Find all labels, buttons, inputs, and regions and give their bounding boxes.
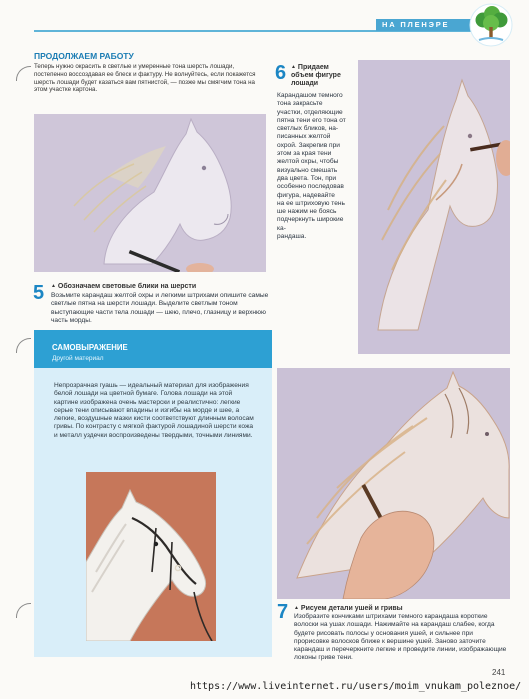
gouache-horse-painting [86, 472, 216, 641]
tree-logo-icon [469, 3, 513, 47]
intro-text: Теперь нужно окрасить в светлые и умеренные тона шерсть лошади, постепенно воссоздавая ее блеск и фактуру. Не волнуйтесь, если покажется шерсть лошади будет казаться вам пятнистой, — позже мы смягчим тона на этом участке картона. [34, 63, 256, 94]
step7-heading [294, 604, 403, 613]
triangle-bullet-icon: ▲ [51, 283, 56, 289]
step6-text: Карандашом темного тона закрасьте участки, отделяющие пятна тени его тона от светлых бликов, на- писанных желтой охрой. Закрепив при этом за края тени желтой охры, чтобы визуально смешать два цвета. Тон, при особенно последовав фигура, надевайте на ее штриховую тень ше нажим не боясь подчеркнуть широкие ка- рандаша. [277, 92, 346, 241]
binding-clip-icon [16, 603, 31, 618]
page-number: 241 [492, 668, 506, 677]
step7-text: Изобразите кончиками штрихами темного карандаша короткие волоски на ушах лошади. Нажимайте на карандаш слабее, когда будете рисовать полосы у основания ушей, и сильнее при прорисовке волосков ближе к вершине ушей. Заново заточите карандаш и перечеркните легкие и проведите линии, изображающие локоны гриве тени. [294, 613, 507, 662]
step5-text: Возьмите карандаш желтой охры и легкими штрихами опишите самые светлые пятна на шерсти лошади. Выделите светлым тоном выступающие части тела лошади — шею, плечо, глазницу и верхнюю часть морды. [51, 292, 269, 324]
section-tag: НА ПЛЕНЭРЕ [382, 20, 450, 29]
binding-clip-icon [16, 338, 31, 353]
watermark-url: https://www.liveinternet.ru/users/moim_vnukam_poleznoe/ [190, 681, 522, 692]
triangle-bullet-icon: ▲ [291, 64, 296, 70]
sidebar-subtitle: Другой материал [52, 355, 104, 362]
step5-drawing-photo [34, 114, 266, 272]
step7-drawing-photo [277, 368, 510, 599]
intro-title: ПРОДОЛЖАЕМ РАБОТУ [34, 51, 134, 61]
sidebar-text: Непрозрачная гуашь — идеальный материал для изображения белой лошади на цветной бумаге. Голова лошади на этой картине изображена очень мастерски и реалистично: легкие серые тени описывают впадины и изгибы на морде и шее, а легкие, воздушные мазки кисти соответствуют длинным волосам гривы. По контрасту с мягкой фактурой лошадиной шерсти кожа и металл уздечки воспроизведены твердыми, точными линиями. [54, 382, 254, 439]
step5-title: Обозначаем световые блики на шерсти [57, 283, 197, 290]
step6-number: 6 [275, 62, 287, 84]
binding-clip-icon [16, 66, 31, 81]
triangle-bullet-icon: ▲ [294, 605, 299, 611]
sidebar-title: САМОВЫРАЖЕНИЕ [52, 343, 128, 352]
step6-heading: ▲ Придаем объем фигуре лошади [291, 64, 341, 87]
step5-heading [51, 282, 196, 291]
step7-title: Рисуем детали ушей и гривы [300, 605, 403, 612]
step6-drawing-photo [358, 60, 510, 354]
step7-number: 7 [277, 601, 289, 623]
step5-number: 5 [33, 282, 45, 304]
